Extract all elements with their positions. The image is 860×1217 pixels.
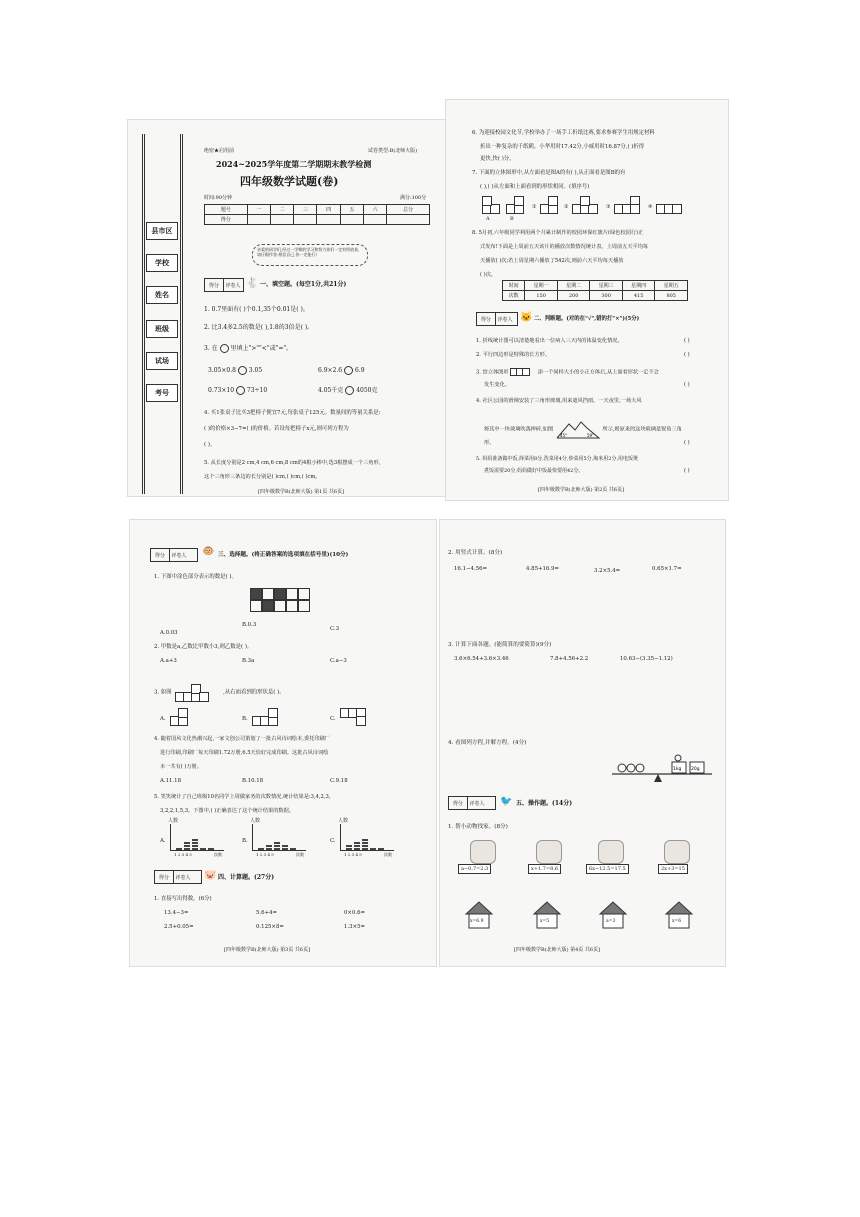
weight-label: 20g	[691, 767, 700, 772]
judge-4-line-3: 形。	[484, 440, 495, 446]
simplify-calc-item: 7.8+4.56+2.2	[550, 656, 589, 662]
choice-3-line	[154, 682, 285, 702]
solid-figures-row	[482, 196, 722, 224]
choice-5-line-1: 5. 笑笑统计了自己班级10名同学上周做家务的次数情况,统计结果是:3,4,2,3,	[154, 794, 331, 800]
calc-item: 0×0.6=	[344, 910, 366, 916]
score-cell: 二	[270, 205, 293, 215]
chart-option-c	[338, 818, 400, 858]
figure-label-4: ④	[648, 204, 653, 210]
figure-label-b: B	[510, 216, 514, 222]
chart-x-label: 次数	[384, 852, 392, 857]
judge-4-text: 所示,则原来的这块玻璃是锐角三角	[602, 426, 682, 433]
cat-mascot-icon: 🐱	[520, 312, 533, 323]
judge-5-answer[interactable]: ( )	[684, 468, 690, 474]
side-label-school: 学校	[146, 254, 178, 272]
animal-equation[interactable]: 6x−12.5=17.5	[586, 864, 629, 874]
side-label-name: 姓名	[146, 286, 178, 304]
judge-4-answer[interactable]: ( )	[684, 440, 690, 446]
calc-item: 2.5+0.05=	[164, 924, 194, 930]
score-cell[interactable]	[317, 215, 340, 225]
choice-3-text: ,从右面看到的形状是( )。	[223, 689, 285, 696]
animal-equation[interactable]: x+1.7=8.6	[528, 864, 561, 874]
question-5-line-1: 5. 从长度分别是2 cm,4 cm,6 cm,8 cm的4根小棒中,选3根摆成一个三角形,	[204, 460, 381, 466]
section-1-title: 一、填空题。(每空1分,共21分)	[260, 281, 347, 288]
compare-right: 3.05	[248, 367, 263, 374]
question-7-line-1: 7. 下面的立体图形中,从左面看是图A的有( ),从正面看是图B的有	[472, 170, 626, 176]
operation-1-title: 1. 帮小动物找家。(8分)	[448, 824, 508, 830]
chart-x-label: 次数	[296, 852, 304, 857]
stacked-cubes-figure	[173, 682, 221, 702]
bird-mascot-icon: 🐦	[500, 796, 513, 807]
score-label: 得分	[155, 871, 174, 883]
score-label: 得分	[477, 313, 496, 325]
score-label: 得分	[151, 549, 170, 561]
score-cell: 得分	[205, 215, 248, 225]
pig-mascot-icon: 🐷	[204, 870, 217, 881]
choice-5-option-a[interactable]: A.	[160, 838, 166, 844]
answer-circle[interactable]	[238, 366, 247, 375]
grader-box	[204, 278, 244, 292]
choice-4-option-c[interactable]: C.9.18	[330, 778, 348, 784]
question-3-instruction: 里填上">""<"或"="。	[230, 345, 293, 352]
judge-3-text: 添一个同样大小的小正方体后,从上面看形状一定不会	[537, 369, 659, 376]
rabbit-animal-icon	[598, 840, 624, 864]
judge-3-lead: 3. 给立体图形	[476, 369, 509, 376]
question-4-line-3: ( )。	[204, 442, 216, 448]
house-label: x=5	[540, 919, 550, 924]
choice-4-line-3: 本一共有( )万册。	[160, 764, 203, 770]
judge-3-answer[interactable]: ( )	[684, 382, 690, 388]
calc-2-title: 2. 用竖式计算。(8分)	[448, 550, 503, 556]
exam-page-2	[446, 100, 728, 500]
page-footer: [四年级数学B(北师大版) 第3页 共6页]	[224, 947, 311, 953]
score-cell[interactable]	[364, 215, 387, 225]
exam-page-4	[440, 520, 725, 966]
compare-right: 73÷10	[246, 387, 268, 394]
question-8-line-4: ( )次。	[480, 272, 497, 278]
score-cell: 题号	[205, 205, 248, 215]
calc-4-title: 4. 看图列方程,并解方程。(4分)	[448, 740, 527, 746]
choice-5-option-b[interactable]: B.	[242, 838, 248, 844]
judge-3-line-1	[476, 368, 659, 377]
choice-3-option-a[interactable]: A.	[160, 716, 166, 722]
broken-triangle-figure	[555, 418, 601, 440]
vertical-calc-item: 3.2×5.4=	[594, 568, 621, 574]
table-cell: 300	[590, 291, 623, 301]
vertical-calc-item: 0.65×1.7=	[652, 566, 682, 572]
house-icon[interactable]	[464, 900, 494, 930]
shaded-grid-figure	[250, 588, 322, 614]
animal-equation[interactable]: a−0.7=2.3	[458, 864, 491, 874]
house-icon[interactable]	[598, 900, 628, 930]
compare-row-4	[318, 386, 378, 395]
cube-figure	[510, 368, 536, 376]
judge-3-line-2: 发生变化。	[484, 382, 510, 388]
compare-right: 4050克	[356, 387, 378, 394]
question-6-line-2: 折出一种复杂的千纸鹤。小华用时17.42分,小威用时16.87分,( )折得	[480, 144, 645, 150]
side-label-county: 县市区	[146, 222, 178, 240]
question-2: 2. 比3.4多2.5的数是( ),1.8的3倍是( )。	[204, 324, 314, 331]
judge-5-line-2: 煮饭需要20分,妈妈做好中饭最快要用42分。	[484, 468, 584, 474]
chart-y-label: 人数	[250, 818, 261, 824]
grader-box	[154, 870, 202, 884]
figure-label-a: A	[486, 216, 490, 222]
question-3-lead: 3. 在	[204, 345, 218, 352]
calc-item: 13.4−3=	[164, 910, 189, 916]
grader-box	[150, 548, 198, 562]
figure-label-3: ③	[606, 204, 611, 210]
chart-option-a	[168, 818, 230, 858]
page-footer: [四年级数学B(北师大版) 第2页 共6页]	[538, 487, 625, 493]
answer-circle[interactable]	[236, 386, 245, 395]
judge-1: 1. 折线统计图可以清楚地看出一位病人三天内的体温变化情况。	[476, 338, 623, 344]
choice-1-option-c[interactable]: C.3	[330, 626, 340, 632]
score-cell[interactable]	[270, 215, 293, 225]
elephant-animal-icon	[536, 840, 562, 864]
option-a-figure	[170, 706, 194, 726]
score-cell: 六	[364, 205, 387, 215]
score-cell: 总分	[387, 205, 430, 215]
monkey-animal-icon	[470, 840, 496, 864]
question-6-line-1: 6. 为迎接校园文化节,学校举办了一场手工折纸比赛,要求参赛学生用规定材料	[472, 130, 655, 136]
chart-x-ticks: 1 2 3 4 5	[174, 852, 192, 857]
figure-label-1: ①	[532, 204, 537, 210]
goat-animal-icon	[664, 840, 690, 864]
section-3-title: 三、选择题。(将正确答案的选项填在括号里)(10分)	[218, 552, 349, 558]
vertical-calc-item: 16.1−4.56=	[454, 566, 488, 572]
question-8-line-2: 式发布!下面是上周前五天该片的播放次数情况统计表。上周前五天平均每	[480, 244, 649, 250]
choice-5-option-c[interactable]: C.	[330, 838, 336, 844]
page-footer: [四年级数学B(北师大版) 第4页 共6页]	[514, 947, 601, 953]
score-cell[interactable]	[340, 215, 363, 225]
exam-page-3	[130, 520, 436, 966]
side-label-exam-room: 试场	[146, 352, 178, 370]
student-info-sidebar	[132, 134, 192, 494]
compare-left: 4.05千克	[318, 387, 344, 394]
choice-4-line-1: 4. 随着国风文化热潮兴起,一家文创公司策划了一批古风诗词绘本,委托印刷厂	[154, 736, 330, 742]
side-label-class: 班级	[146, 320, 178, 338]
grader-label: 评卷人	[497, 316, 513, 323]
house-icon[interactable]	[664, 900, 694, 930]
section-5-title: 五、操作题。(14分)	[516, 800, 573, 807]
confidential-mark: 绝密★启用前	[204, 148, 235, 154]
score-cell: 五	[340, 205, 363, 215]
score-cell: 四	[317, 205, 340, 215]
score-table	[204, 204, 430, 225]
choice-2-option-a[interactable]: A.a+3	[160, 658, 177, 664]
grader-label: 评卷人	[171, 552, 187, 559]
table-header: 星期一	[525, 281, 558, 291]
choice-5-line-2: 3,2,2,1,5,3。下图中,( )正确表达了这个统计结果的数据。	[160, 808, 294, 814]
chart-y-label: 人数	[168, 818, 179, 824]
table-cell: 805	[655, 291, 688, 301]
answer-circle[interactable]	[345, 386, 354, 395]
compare-row-3	[208, 386, 267, 395]
page-footer: [四年级数学B(北师大版) 第1页 共6页]	[258, 489, 345, 495]
question-8-line-3: 天播放( )次;若上周星期六播放了542次,则前六天平均每天播放	[480, 258, 624, 264]
score-cell[interactable]	[294, 215, 317, 225]
exam-time: 时间:90分钟	[204, 195, 233, 201]
answer-circle[interactable]	[344, 366, 353, 375]
answer-circle[interactable]	[220, 344, 229, 353]
option-b-figure	[252, 706, 286, 726]
exam-subtitle: 四年级数学试题(卷)	[240, 175, 339, 188]
chart-x-ticks: 1 2 3 4 5	[256, 852, 274, 857]
exam-page-1	[128, 120, 446, 496]
grader-label: 评卷人	[175, 874, 191, 881]
table-header: 星期四	[622, 281, 655, 291]
full-score: 满分:100分	[400, 195, 427, 201]
section-4-title: 四、计算题。(27分)	[218, 874, 275, 881]
encouragement-tip: 亲爱的同学们,经过一学期的学习和努力你们一定有所收获,请仔细作答,相信自己,你一定能行!	[252, 244, 368, 266]
paper-type: 试卷类型:B(北师大版)	[368, 148, 418, 154]
option-c-figure	[340, 706, 374, 726]
house-label: x=6	[672, 919, 682, 924]
judge-4-line-1: 4. 社区公园的滑梯安装了三角形玻璃,用来遮风挡雨。一天夜里,一场大风	[476, 398, 642, 404]
weight-label: 1kg	[673, 767, 682, 772]
question-7-line-2: ( ),( )从左面和上面看到的形状相同。(填序号)	[480, 184, 590, 190]
compare-row-2	[318, 366, 365, 375]
choice-1: 1. 下图中涂色部分表示的数是( )。	[154, 574, 237, 580]
judge-4-line-2	[484, 418, 682, 440]
vertical-calc-item: 4.85+16.9=	[526, 566, 560, 572]
grader-label: 评卷人	[469, 800, 485, 807]
score-label: 得分	[205, 279, 224, 291]
question-4-line-2: ( )的价格×3−7=( )的价格。若设每把椅子x元,则可列方程为	[204, 426, 349, 432]
table-header: 星期三	[590, 281, 623, 291]
house-label: a=3	[606, 919, 616, 924]
table-cell: 150	[525, 291, 558, 301]
grader-label: 评卷人	[225, 282, 241, 289]
choice-2: 2. 甲数是a,乙数比甲数小3,则乙数是( )。	[154, 644, 253, 650]
compare-left: 6.9×2.6	[318, 367, 343, 374]
side-label-exam-number: 考号	[146, 384, 178, 402]
table-header: 星期五	[655, 281, 688, 291]
choice-4-option-b[interactable]: B.10.18	[242, 778, 264, 784]
choice-1-option-a[interactable]: A.0.03	[160, 630, 178, 636]
monkey-mascot-icon: 🐵	[202, 546, 215, 557]
playback-count-table	[502, 280, 688, 301]
choice-2-option-b[interactable]: B.3a	[242, 658, 255, 664]
judge-2-answer[interactable]: ( )	[684, 352, 690, 358]
question-6-line-3: 更快,快( )分。	[480, 156, 515, 162]
choice-4-line-2: 进行印刷,印刷厂每天印刷1.72万册,6.5天恰好完成印刷。这批古风诗词绘	[160, 750, 329, 756]
exam-title: 2024~2025学年度第二学期期末教学检测	[216, 159, 372, 169]
section-2-title: 二、判断题。(对的在"√",错的打"×")(5分)	[534, 316, 640, 322]
chart-x-ticks: 1 2 3 4 5	[344, 852, 362, 857]
question-3	[204, 344, 292, 353]
choice-3-lead: 3. 如图	[154, 689, 172, 696]
judge-4-lead: 将其中一块玻璃吹落摔碎,如图	[484, 426, 554, 433]
grader-box	[448, 796, 496, 810]
score-cell: 三	[294, 205, 317, 215]
house-icon[interactable]	[532, 900, 562, 930]
balance-scale-figure	[608, 746, 716, 786]
choice-1-option-b[interactable]: B.0.3	[242, 622, 257, 628]
choice-4-option-a[interactable]: A.11.18	[160, 778, 182, 784]
table-header: 星期二	[557, 281, 590, 291]
chart-x-label: 次数	[214, 852, 222, 857]
score-cell[interactable]	[247, 215, 270, 225]
score-label: 得分	[449, 797, 468, 809]
table-cell: 200	[557, 291, 590, 301]
question-8-line-1: 8. 5月初,六年级同学利用两个月累计制作的校园环保红旗片(绿色校园行)正	[472, 230, 644, 236]
house-label: x=6.9	[470, 919, 484, 924]
calc-3-title: 3. 计算下面各题。(能简算的要简算)(9分)	[448, 642, 552, 648]
judge-2: 2. 平行四边形是特殊的长方形。	[476, 352, 551, 358]
calc-item: 5.6+4=	[256, 910, 278, 916]
simplify-calc-item: 10.63−(3.35−1.12)	[620, 656, 673, 662]
question-4-line-1: 4. 买1张桌子比买3把椅子便宜7元,每张桌子125元。数量间的等量关系是:	[204, 410, 381, 416]
choice-2-option-c[interactable]: C.a−3	[330, 658, 347, 664]
question-1: 1. 0.7里面有( )个0.1,35个0.01是( )。	[204, 306, 309, 313]
compare-row-1	[208, 366, 262, 375]
angle-label: 59°	[586, 433, 594, 438]
rabbit-mascot-icon: 🐇	[246, 278, 259, 289]
calc-item: 1.3×5=	[344, 924, 366, 930]
question-5-line-2: 这个三角形三条边的长分别是( )cm,( )cm,( )cm。	[204, 474, 321, 480]
table-header: 时间	[503, 281, 525, 291]
calc-1-title: 1. 直接写出得数。(6分)	[154, 896, 212, 902]
simplify-calc-item: 3.6×6.54+3.6×3.46	[454, 656, 509, 662]
chart-option-b	[250, 818, 312, 858]
grader-box	[476, 312, 518, 326]
choice-3-option-c[interactable]: C.	[330, 716, 336, 722]
angle-label: 45°	[559, 433, 567, 438]
chart-y-label: 人数	[338, 818, 349, 824]
judge-1-answer[interactable]: ( )	[684, 338, 690, 344]
score-cell: 一	[247, 205, 270, 215]
choice-3-option-b[interactable]: B.	[242, 716, 248, 722]
calc-item: 0.125×8=	[256, 924, 284, 930]
animal-equation[interactable]: 2x+3=15	[658, 864, 688, 874]
table-cell: 415	[622, 291, 655, 301]
judge-5-line-1: 5. 妈妈准备做中饭,择菜用8分,洗菜用4分,炒菜用5分,淘米用2分,用电饭煲	[476, 456, 639, 462]
compare-left: 3.05×0.8	[208, 367, 236, 374]
table-cell: 次数	[503, 291, 525, 301]
score-cell[interactable]	[387, 215, 430, 225]
compare-right: 6.9	[354, 367, 365, 374]
compare-left: 0.73×10	[208, 387, 235, 394]
figure-label-2: ②	[564, 204, 569, 210]
